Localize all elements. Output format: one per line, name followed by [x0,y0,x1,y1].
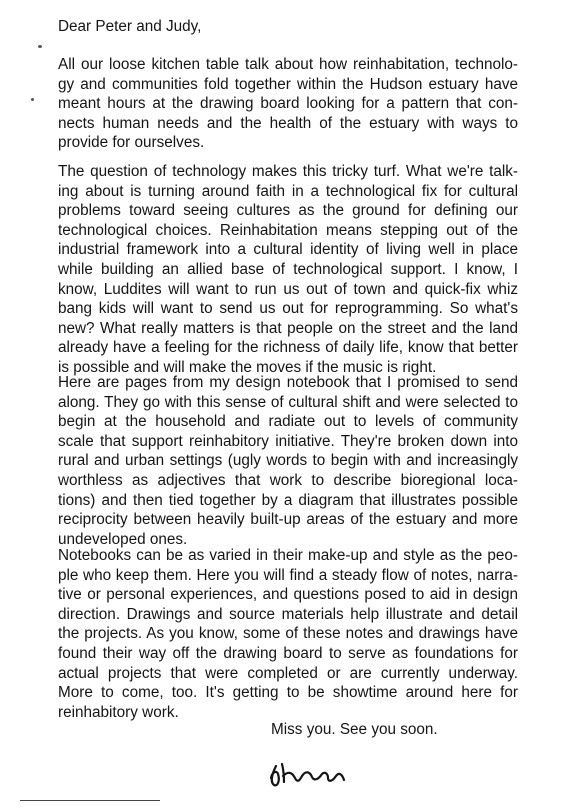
paragraph-line: along. They go with this sense of cultural shift and were selected to [58,393,518,411]
paragraph-line: is possible and will make the moves if the music is right. [58,358,437,376]
letter-paragraph [58,546,518,722]
paragraph-line: industrial framework into a cultural identity of living well in place [58,241,518,259]
letter-closing: Miss you. See you soon. [271,721,438,738]
paragraph-line: actual projects that were completed or are currently underway. [58,664,518,682]
paper-speck [38,45,42,48]
paragraph-line: tive or personal experiences, and questions posed to aid in design [58,586,518,604]
paragraph-line: begin at the household and radiate out to levels of community [58,413,518,431]
paragraph-line: More to come, too. It's getting to be showtime around here for [58,684,518,702]
letter-greeting: Dear Peter and Judy, [58,18,202,35]
letter-paragraph [58,162,518,378]
paragraph-line: reinhabitory work. [58,703,179,721]
paragraph-line: provide for ourselves. [58,134,205,152]
paragraph-line: tions) and then tied together by a diagram that illustrates possible [58,491,518,509]
paragraph-line: worthless as adjectives that work to describe bioregional loca- [58,471,518,489]
letter-paragraph [58,55,518,153]
paper-speck [31,98,34,101]
paragraph-line: rural and urban settings (ugly words to begin with and increasingly [58,452,518,470]
paragraph-line: Notebooks can be as varied in their make-up and style as the peo- [58,547,518,564]
paragraph-line: meant hours at the drawing board looking for a pattern that con- [58,95,518,113]
footer-divider [20,800,160,801]
paragraph-line: found their way off the drawing board to serve as foundations for [58,644,518,662]
paragraph-line: The question of technology makes this tricky turf. What we're talk- [58,163,518,180]
paragraph-line: nects human needs and the health of the estuary with ways to [58,114,518,132]
paragraph-line: bang kids will want to send us out for reprogramming. So what's [58,300,518,318]
paragraph-line: problems toward seeing cultures as the ground for defining our [58,202,518,220]
paragraph-line: ple who keep them. Here you will find a steady flow of notes, narra- [58,566,518,584]
paragraph-line: undeveloped ones. [58,530,188,548]
paragraph-line: know, Luddites will want to run us out of town and quick-fix whiz [58,280,518,298]
paragraph-line: gy and communities fold together within the Hudson estuary have [58,75,518,93]
paragraph-line: reciprocity between heavily built-up areas of the estuary and more [58,511,518,529]
paragraph-line: while building an allied base of technological support. I know, I [58,260,518,278]
paragraph-line: ing about is turning around faith in a technological fix for cultural [58,182,518,200]
paragraph-line: scale that support reinhabitory initiative. They're broken down into [58,432,518,450]
paragraph-line: technological choices. Reinhabitation means stepping out of the [58,221,518,239]
paragraph-line: All our loose kitchen table talk about how reinhabitation, technolo- [58,56,518,73]
paragraph-line: the projects. As you know, some of these notes and drawings have [58,625,518,643]
letter-paragraph [58,373,518,549]
paragraph-line: Here are pages from my design notebook that I promised to send [58,374,518,391]
handwritten-signature-icon [262,752,352,792]
paragraph-line: new? What really matters is that people on the street and the land [58,319,518,337]
paragraph-line: direction. Drawings and source materials help illustrate and detail [58,605,518,623]
paragraph-line: already have a feeling for the richness of daily life, know that better [58,339,518,357]
